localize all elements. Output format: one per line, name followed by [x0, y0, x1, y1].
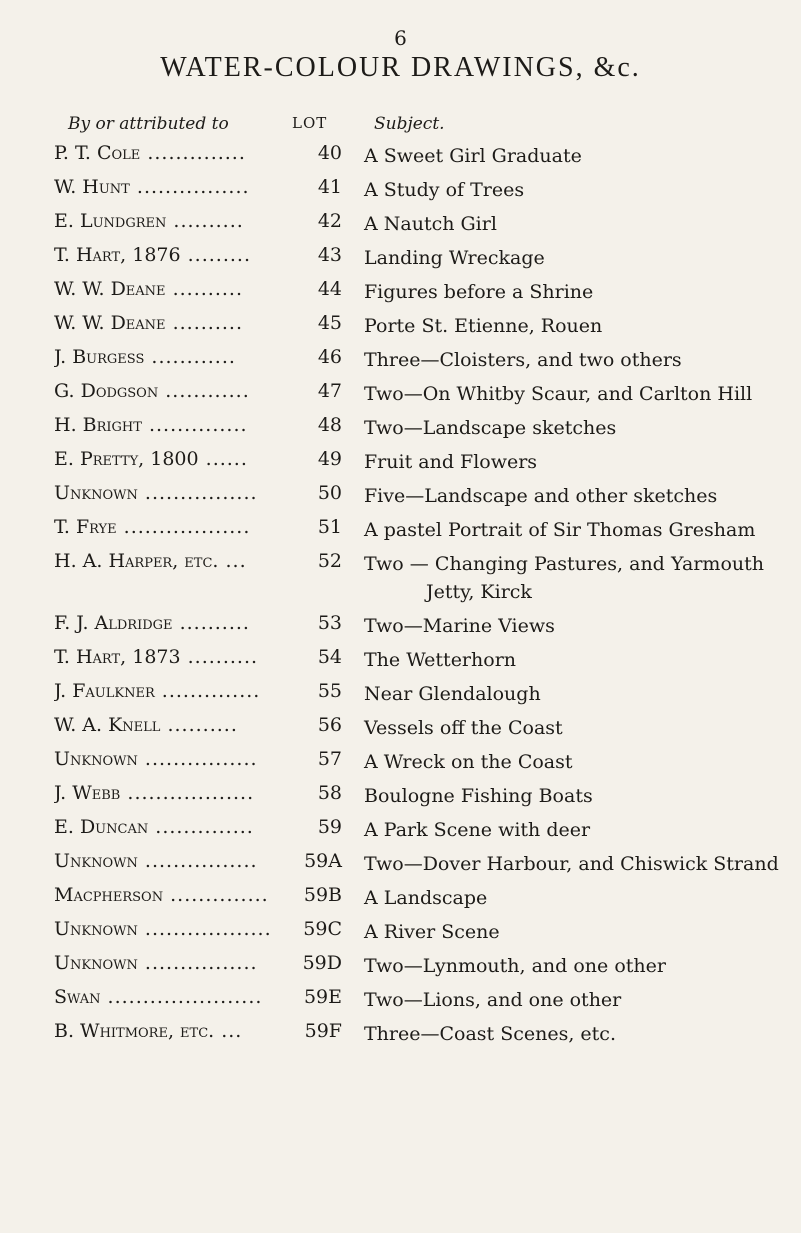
artist-name: W. Hunt ................ [54, 176, 250, 198]
lot-number: 46 [317, 346, 342, 368]
catalogue-entry [0, 642, 801, 676]
artist-name: Unknown ................ [54, 748, 258, 770]
catalogue-entry [0, 138, 801, 172]
catalogue-entry [0, 812, 801, 846]
lot-number: 49 [317, 448, 342, 470]
subject-text: A Landscape [364, 887, 488, 909]
subject-text: A Sweet Girl Graduate [364, 145, 582, 167]
lot-number: 40 [317, 142, 342, 164]
lot-number: 57 [317, 748, 342, 770]
artist-name: J. Burgess ............ [54, 346, 236, 368]
lot-number: 43 [317, 244, 342, 266]
lot-number: 58 [317, 782, 342, 804]
lot-number: 47 [317, 380, 342, 402]
catalogue-entry [0, 342, 801, 376]
catalogue-entry [0, 914, 801, 948]
artist-name: E. Pretty, 1800 ...... [54, 448, 248, 470]
subject-text: Landing Wreckage [364, 247, 545, 269]
catalogue-entry [0, 478, 801, 512]
catalogue-entry [0, 608, 801, 642]
artist-name: G. Dodgson ............ [54, 380, 250, 402]
catalogue-entry [0, 778, 801, 812]
lot-number: 42 [317, 210, 342, 232]
catalogue-entry [0, 444, 801, 478]
subject-text: Three—Cloisters, and two others [364, 349, 682, 371]
catalogue-entry [0, 676, 801, 710]
lot-number: 51 [317, 516, 342, 538]
catalogue-entry [0, 1016, 801, 1050]
catalogue-entry [0, 206, 801, 240]
lot-number: 59F [304, 1020, 342, 1042]
subject-text: A River Scene [364, 921, 500, 943]
lot-number: 41 [317, 176, 342, 198]
lot-number: 48 [317, 414, 342, 436]
artist-name: Unknown ................ [54, 482, 258, 504]
catalogue-entry [0, 308, 801, 342]
artist-name: E. Lundgren .......... [54, 210, 244, 232]
artist-name: H. A. Harper, etc. ... [54, 550, 247, 572]
lot-number: 55 [317, 680, 342, 702]
subject-text: Two—Lions, and one other [364, 989, 622, 1011]
lot-number: 54 [317, 646, 342, 668]
subject-text: Two—Dover Harbour, and Chiswick Strand [364, 853, 779, 875]
subject-text: The Wetterhorn [364, 649, 517, 671]
subject-text: Two—Landscape sketches [364, 417, 617, 439]
lot-number: 59A [304, 850, 342, 872]
artist-name: J. Webb .................. [54, 782, 255, 804]
subject-text: Two—Lynmouth, and one other [364, 955, 666, 977]
subject-text: Porte St. Etienne, Rouen [364, 315, 603, 337]
subject-text: Vessels off the Coast [364, 717, 563, 739]
catalogue-entry [0, 546, 801, 608]
header-lot: LOT [292, 114, 328, 132]
page-number: 6 [394, 26, 407, 50]
artist-name: W. A. Knell .......... [54, 714, 238, 736]
artist-name: Swan ...................... [54, 986, 263, 1008]
subject-text: Fruit and Flowers [364, 451, 538, 473]
lot-number: 50 [317, 482, 342, 504]
subject-text: Figures before a Shrine [364, 281, 594, 303]
catalogue-list [0, 138, 801, 1050]
lot-number: 56 [317, 714, 342, 736]
lot-number: 44 [317, 278, 342, 300]
artist-name: T. Hart, 1873 .......... [54, 646, 259, 668]
artist-name: Unknown ................ [54, 850, 258, 872]
catalogue-entry [0, 172, 801, 206]
catalogue-entry [0, 512, 801, 546]
artist-name: J. Faulkner .............. [54, 680, 261, 702]
catalogue-entry [0, 240, 801, 274]
artist-name: E. Duncan .............. [54, 816, 254, 838]
artist-name: Macpherson .............. [54, 884, 269, 906]
catalogue-entry [0, 880, 801, 914]
catalogue-entry [0, 948, 801, 982]
subject-text: Two—Marine Views [364, 615, 555, 637]
header-artist: By or attributed to [68, 114, 229, 134]
artist-name: Unknown .................. [54, 918, 272, 940]
artist-name: W. W. Deane .......... [54, 312, 243, 334]
catalogue-entry [0, 744, 801, 778]
catalogue-entry [0, 710, 801, 744]
artist-name: H. Bright .............. [54, 414, 248, 436]
lot-number: 59B [303, 884, 342, 906]
catalogue-entry [0, 846, 801, 880]
lot-number: 59D [302, 952, 342, 974]
artist-name: T. Frye .................. [54, 516, 251, 538]
page-title: WATER-COLOUR DRAWINGS, &c. [160, 52, 641, 83]
artist-name: Unknown ................ [54, 952, 258, 974]
catalogue-entry [0, 376, 801, 410]
lot-number: 59C [303, 918, 342, 940]
header-subject: Subject. [374, 114, 445, 134]
artist-name: F. J. Aldridge .......... [54, 612, 250, 634]
artist-name: W. W. Deane .......... [54, 278, 243, 300]
subject-text: A pastel Portrait of Sir Thomas Gresham [364, 519, 756, 541]
lot-number: 52 [317, 550, 342, 572]
subject-text [364, 550, 764, 606]
subject-text: A Nautch Girl [364, 213, 497, 235]
lot-number: 45 [317, 312, 342, 334]
catalogue-entry [0, 410, 801, 444]
subject-text: A Park Scene with deer [364, 819, 591, 841]
lot-number: 59E [303, 986, 342, 1008]
lot-number: 59 [317, 816, 342, 838]
subject-line-1: Two — Changing Pastures, and Yarmouth [364, 553, 764, 575]
subject-text: Three—Coast Scenes, etc. [364, 1023, 616, 1045]
catalogue-entry [0, 274, 801, 308]
subject-text: Boulogne Fishing Boats [364, 785, 593, 807]
subject-line-2: Jetty, Kirck [426, 581, 532, 603]
subject-text: Near Glendalough [364, 683, 541, 705]
subject-text: Five—Landscape and other sketches [364, 485, 718, 507]
lot-number: 53 [317, 612, 342, 634]
artist-name: T. Hart, 1876 ......... [54, 244, 251, 266]
catalogue-entry [0, 982, 801, 1016]
artist-name: P. T. Cole .............. [54, 142, 246, 164]
artist-name: B. Whitmore, etc. ... [54, 1020, 243, 1042]
subject-text: A Study of Trees [364, 179, 525, 201]
subject-text: Two—On Whitby Scaur, and Carlton Hill [364, 383, 753, 405]
subject-text: A Wreck on the Coast [364, 751, 573, 773]
